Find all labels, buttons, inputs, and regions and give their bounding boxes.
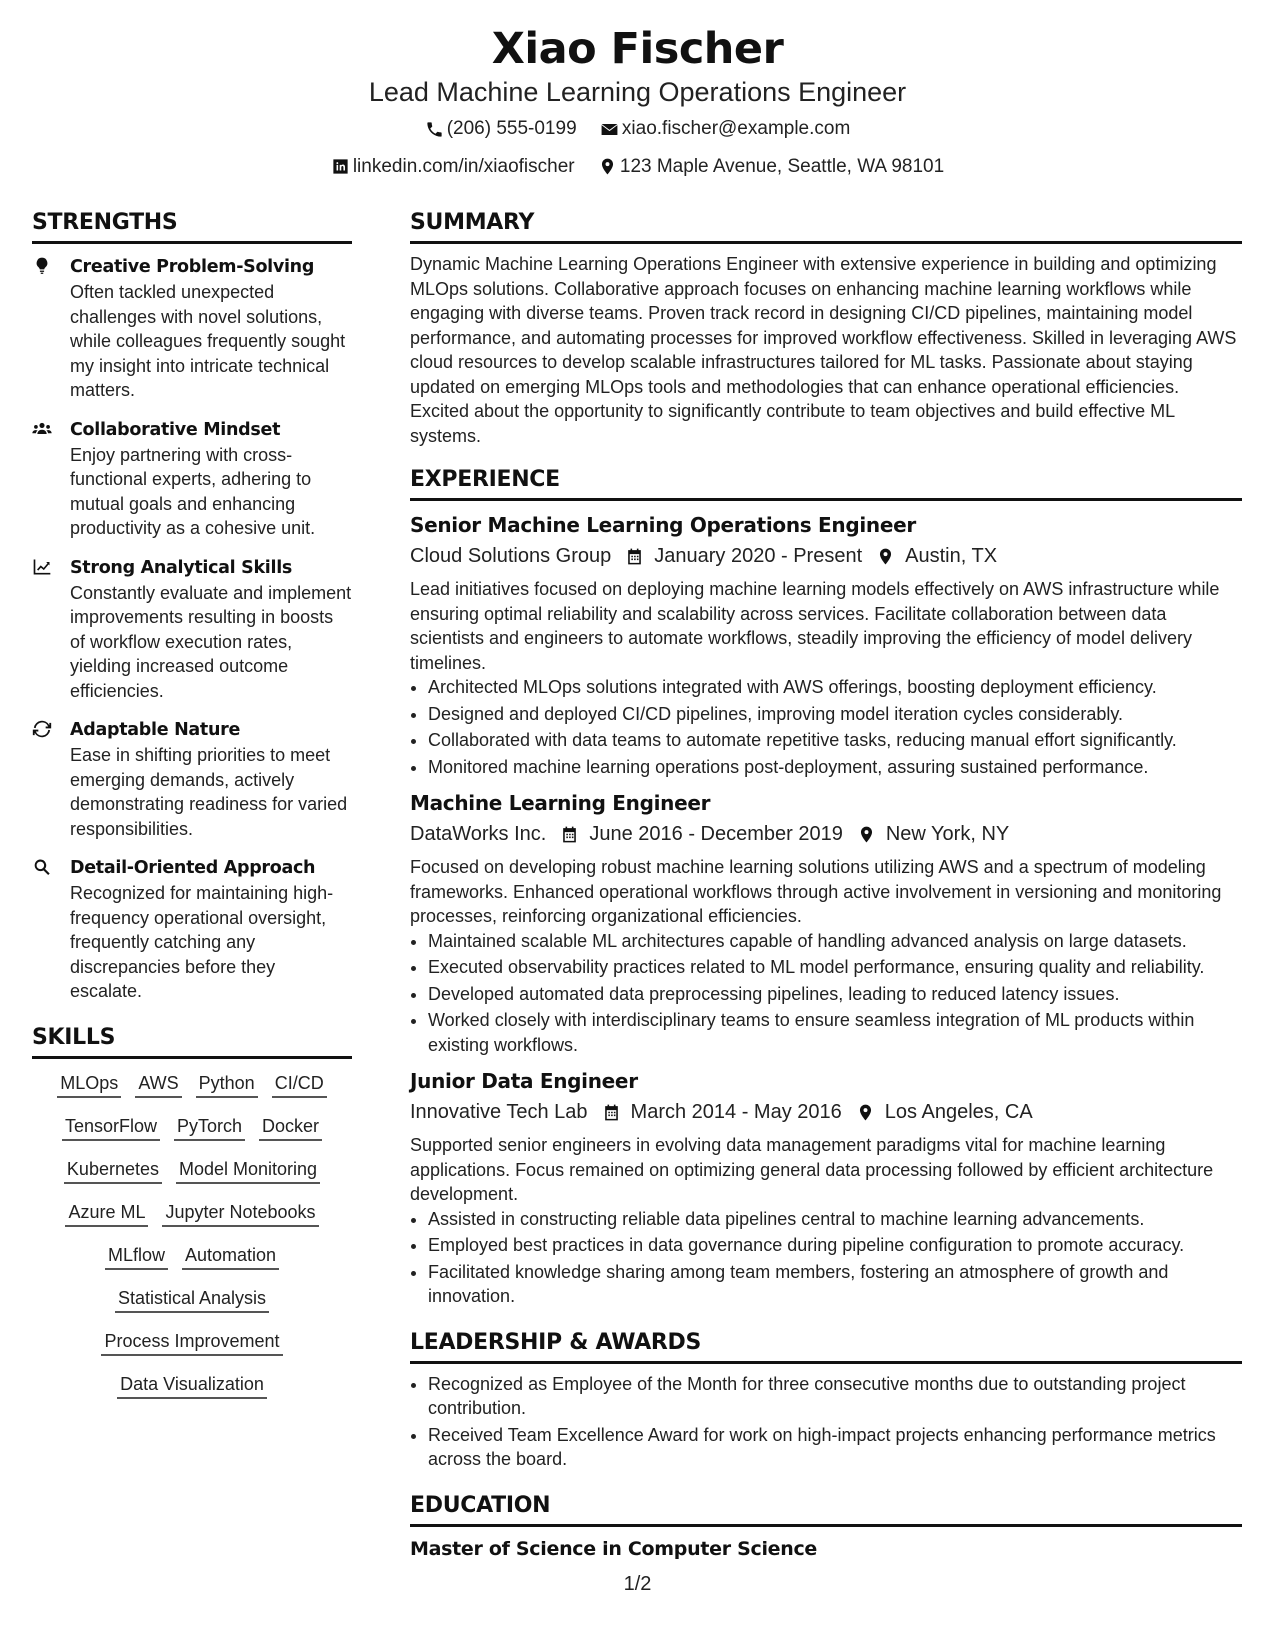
resume-header <box>0 22 1275 183</box>
bullet-item: • Collaborated with data teams to automate repetitive tasks, reducing manual effort significantly. <box>428 728 1242 753</box>
strength-title: Collaborative Mindset <box>70 419 281 440</box>
address-text: 123 Maple Avenue, Seattle, WA 98101 <box>619 155 945 177</box>
skill-tag: TensorFlow <box>62 1114 160 1141</box>
line-chart-icon <box>32 557 52 577</box>
skills-list <box>32 1071 352 1399</box>
strength-title: Detail-Oriented Approach <box>70 858 316 878</box>
strength-item <box>32 855 352 1004</box>
skill-tag: Azure ML <box>65 1200 148 1227</box>
candidate-name: Xiao Fischer <box>491 24 784 74</box>
strength-desc: Enjoy partnering with cross-functional experts, adhering to mutual goals and enhancing productivity as a cohesive unit. <box>70 444 316 538</box>
skill-tag: Jupyter Notebooks <box>162 1200 318 1227</box>
strength-desc: Recognized for maintaining high-frequency operational oversight, frequently catching any discrepancies before they escalate. <box>70 883 334 1001</box>
strengths-list <box>32 254 352 1004</box>
bullet-item: • Received Team Excellence Award for work on high-impact projects enhancing performance metrics across the board. <box>428 1423 1242 1472</box>
phone-text: (206) 555-0199 <box>446 118 577 139</box>
search-icon <box>32 857 52 877</box>
skill-tag: Automation <box>182 1243 279 1270</box>
job-company: DataWorks Inc. <box>410 823 547 845</box>
phone-icon <box>425 120 444 139</box>
linkedin-text: linkedin.com/in/xiaofischer <box>352 155 575 177</box>
skill-tag: Python <box>196 1071 258 1098</box>
strength-item <box>32 254 352 403</box>
bullet-item: • Facilitated knowledge sharing among team members, fostering an atmosphere of growth and innovation. <box>428 1260 1242 1309</box>
job-bullets <box>410 675 1242 779</box>
bullet-item: • Recognized as Employee of the Month for three consecutive months due to outstanding project contribution. <box>428 1372 1242 1421</box>
refresh-icon <box>32 719 52 739</box>
linkedin-icon <box>331 157 350 176</box>
strengths-heading: STRENGTHS <box>32 209 352 244</box>
skill-tag: MLOps <box>57 1071 121 1098</box>
left-column <box>32 209 352 1399</box>
bullet-item: • Maintained scalable ML architectures capable of handling advanced analysis on large datasets. <box>428 929 1242 954</box>
job-entry <box>410 511 1242 779</box>
job-description: Lead initiatives focused on deploying machine learning models effectively on AWS infrastructure while ensuring optimal reliability and scalability across services. Facilitate collaboration between data scientists and engineers to automate workflows, steadily improving the efficiency of model delivery timelines. <box>410 579 1220 673</box>
strength-item <box>32 717 352 841</box>
map-pin-icon <box>856 1103 875 1122</box>
envelope-icon <box>600 120 619 139</box>
job-bullets <box>410 1207 1242 1309</box>
job-description: Focused on developing robust machine learning solutions utilizing AWS and a spectrum of modeling frameworks. Enhanced operational workflows through active involvement in versioning and monitoring processes, reinforcing organizational efficiencies. <box>410 857 1222 926</box>
skill-tag: Statistical Analysis <box>115 1286 269 1313</box>
education-degree: Master of Science in Computer Science <box>410 1537 818 1560</box>
bullet-item: • Developed automated data preprocessing pipelines, leading to reduced latency issues. <box>428 982 1242 1007</box>
phone-contact <box>425 117 577 141</box>
contact-row-2 <box>0 155 1275 184</box>
skill-tag: Kubernetes <box>64 1157 162 1184</box>
bullet-item: • Employed best practices in data governance during pipeline configuration to promote accuracy. <box>428 1233 1242 1258</box>
calendar-icon <box>602 1103 621 1122</box>
bullet-item: • Monitored machine learning operations post-deployment, assuring sustained performance. <box>428 755 1242 780</box>
skill-tag: PyTorch <box>174 1114 245 1141</box>
linkedin-contact[interactable] <box>331 155 575 179</box>
bullet-item: • Executed observability practices related to ML model performance, ensuring quality and reliability. <box>428 955 1242 980</box>
job-company: Cloud Solutions Group <box>410 545 612 567</box>
job-meta <box>410 1098 1242 1126</box>
job-title: Junior Data Engineer <box>410 1069 638 1093</box>
lightbulb-icon <box>32 256 52 276</box>
skill-tag: Data Visualization <box>117 1372 267 1399</box>
job-location: New York, NY <box>885 823 1010 845</box>
map-pin-icon <box>857 825 876 844</box>
bullet-item: • Architected MLOps solutions integrated with AWS offerings, boosting deployment efficiency. <box>428 675 1242 700</box>
job-title: Senior Machine Learning Operations Engineer <box>410 513 916 537</box>
skill-tag: Process Improvement <box>101 1329 282 1356</box>
bullet-item: • Assisted in constructing reliable data pipelines central to machine learning advancements. <box>428 1207 1242 1232</box>
strength-desc: Ease in shifting priorities to meet emerging demands, actively demonstrating readiness for varied responsibilities. <box>70 745 348 839</box>
job-meta <box>410 542 1242 570</box>
leadership-heading: LEADERSHIP & AWARDS <box>410 1329 1242 1364</box>
page-number: 1/2 <box>623 1573 652 1595</box>
job-location: Los Angeles, CA <box>884 1101 1033 1123</box>
job-location: Austin, TX <box>905 545 998 567</box>
leadership-bullets <box>410 1372 1242 1472</box>
summary-heading: SUMMARY <box>410 209 1242 244</box>
email-text: xiao.fischer@example.com <box>621 118 851 139</box>
map-pin-icon <box>876 547 895 566</box>
job-dates: January 2020 - Present <box>654 545 863 567</box>
contact-row-1 <box>0 117 1275 146</box>
job-meta <box>410 820 1242 848</box>
job-entry <box>410 789 1242 1057</box>
calendar-icon <box>625 547 644 566</box>
calendar-icon <box>560 825 579 844</box>
candidate-title: Lead Machine Learning Operations Engineer <box>368 77 907 107</box>
experience-heading: EXPERIENCE <box>410 466 1242 501</box>
skills-heading: SKILLS <box>32 1024 352 1059</box>
strength-item <box>32 417 352 541</box>
bullet-item: • Designed and deployed CI/CD pipelines, improving model iteration cycles considerably. <box>428 702 1242 727</box>
job-entry <box>410 1067 1242 1309</box>
skill-tag: Model Monitoring <box>176 1157 320 1184</box>
right-column <box>410 209 1242 1563</box>
strength-title: Creative Problem-Solving <box>70 257 315 277</box>
strength-desc: Often tackled unexpected challenges with novel solutions, while colleagues frequently sought my insight into intricate technical matters. <box>70 282 346 400</box>
skill-tag: CI/CD <box>272 1071 327 1098</box>
skill-tag: MLflow <box>105 1243 168 1270</box>
job-title: Machine Learning Engineer <box>410 791 711 815</box>
strength-title: Adaptable Nature <box>70 720 241 740</box>
job-dates: March 2014 - May 2016 <box>630 1101 842 1123</box>
skill-tag: AWS <box>135 1071 181 1098</box>
bullet-item: • Worked closely with interdisciplinary teams to ensure seamless integration of ML products within existing workflows. <box>428 1008 1242 1057</box>
strength-item <box>32 555 352 704</box>
skills-section <box>32 1024 352 1399</box>
experience-section <box>410 466 1242 1309</box>
job-dates: June 2016 - December 2019 <box>589 823 843 845</box>
job-description: Supported senior engineers in evolving data management paradigms vital for machine learning applications. Focus remained on optimizing general data processing followed by efficient architecture development. <box>410 1135 1214 1204</box>
skill-tag: Docker <box>259 1114 322 1141</box>
job-company: Innovative Tech Lab <box>410 1101 588 1123</box>
users-icon <box>32 419 52 439</box>
strength-desc: Constantly evaluate and implement improvements resulting in boosts of workflow execution rates, yielding increased outcome efficiencies. <box>70 582 352 701</box>
strength-title: Strong Analytical Skills <box>70 557 293 578</box>
email-contact[interactable] <box>600 117 850 141</box>
education-section <box>410 1492 1242 1563</box>
education-heading: EDUCATION <box>410 1492 1242 1527</box>
summary-text: Dynamic Machine Learning Operations Engineer with extensive experience in building and optimizing MLOps solutions. Collaborative approach focuses on enhancing machine learning workflows while engaging with diverse teams. Proven track record in designing CI/CD pipelines, maintaining model performance, and automating processes for improved workflow effectiveness. Skilled in leveraging AWS cloud resources to develop scalable infrastructures tailored for ML tasks. Passionate about staying updated on emerging MLOps tools and methodologies that can enhance operational efficiencies. Excited about the opportunity to significantly contribute to team objectives and build effective ML systems. <box>410 254 1237 446</box>
leadership-section <box>410 1329 1242 1472</box>
job-bullets <box>410 929 1242 1058</box>
address-contact <box>598 155 944 179</box>
map-pin-icon <box>598 157 617 176</box>
